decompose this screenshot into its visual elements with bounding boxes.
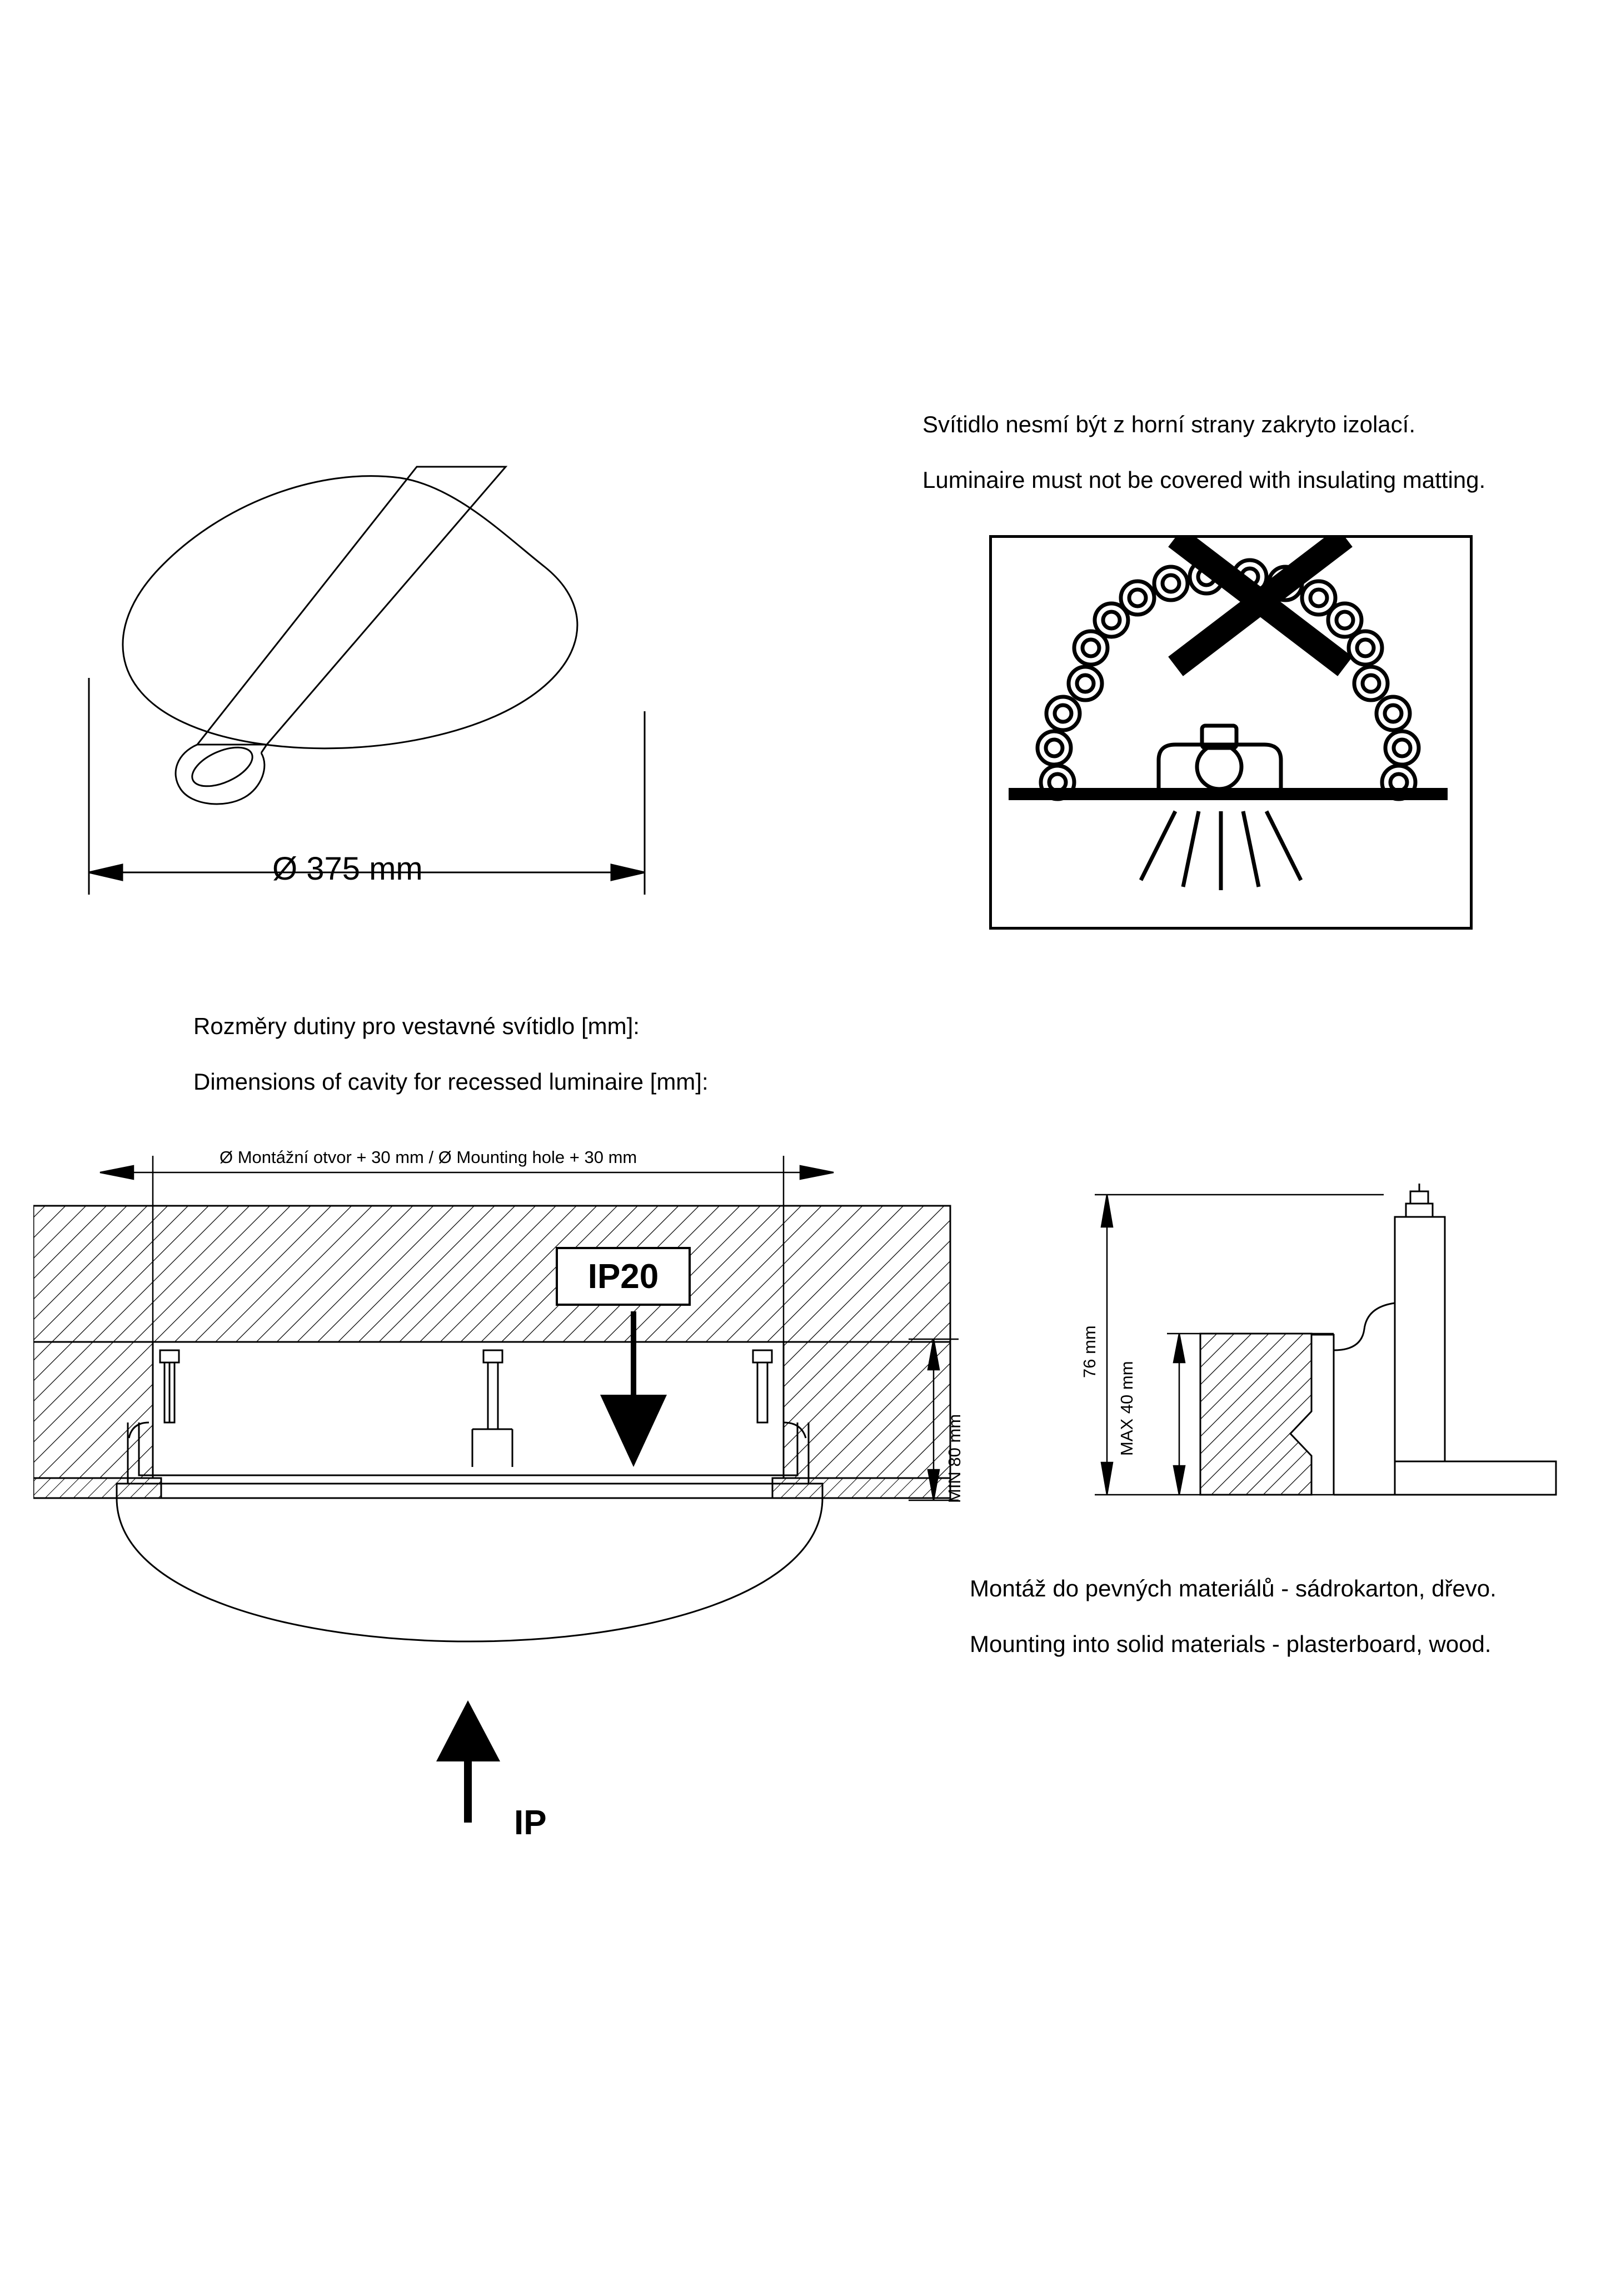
ceiling-material-lower-left [33, 1342, 153, 1478]
luminaire-housing [117, 1422, 822, 1498]
warning-text-en: Luminaire must not be covered with insulating matting. [922, 467, 1486, 493]
mounting-slot [187, 740, 258, 794]
light-rays-icon [1141, 811, 1301, 890]
cavity-heading-en: Dimensions of cavity for recessed luminaire [mm]: [193, 1069, 709, 1095]
cavity-heading-cz: Rozměry dutiny pro vestavné svítidlo [mm]: [193, 1013, 640, 1039]
insulation-wool-left-icon [1038, 560, 1223, 799]
detail-svg [1073, 1184, 1573, 1573]
mounting-clips [129, 1350, 806, 1467]
section-drawing [33, 1156, 989, 1823]
ceiling-material-upper [33, 1206, 950, 1342]
plasterboard-block [1200, 1334, 1311, 1495]
mounting-bracket-strip [197, 467, 506, 745]
luminaire-icon [1159, 726, 1281, 789]
min-depth-label: MIN 80 mm [945, 1414, 964, 1503]
top-view-svg [83, 433, 722, 922]
luminaire-frame-detail [1311, 1184, 1556, 1495]
bracket-edge-line [261, 745, 267, 753]
detail-height-label: 76 mm [1080, 1325, 1099, 1378]
ip-arrow-label: IP [514, 1804, 547, 1842]
top-view-drawing [83, 433, 722, 922]
diameter-label: Ø 375 mm [272, 851, 423, 887]
mounting-text-cz: Montáž do pevných materiálů - sádrokarton, dřevo. [970, 1575, 1497, 1601]
mounting-hole-caption: Ø Montážní otvor + 30 mm / Ø Mounting hole + 30 mm [220, 1147, 637, 1167]
section-svg [33, 1156, 989, 1823]
ip20-badge: IP20 [556, 1247, 691, 1306]
ceiling-line-icon [1009, 788, 1448, 800]
warning-text-cz: Svítidlo nesmí být z horní strany zakryto izolací. [922, 411, 1416, 437]
detail-thickness-label: MAX 40 mm [1117, 1361, 1136, 1456]
ip-arrow-icon [436, 1700, 500, 1823]
detail-drawing [1073, 1184, 1573, 1573]
ceiling-disc-outline [123, 476, 577, 748]
mounting-text-en: Mounting into solid materials - plasterboard, wood. [970, 1631, 1492, 1657]
diffuser-dome [117, 1498, 822, 1641]
plasterboard-strips [33, 1478, 950, 1498]
pictogram-svg [992, 538, 1464, 921]
no-insulation-pictogram [989, 535, 1473, 930]
